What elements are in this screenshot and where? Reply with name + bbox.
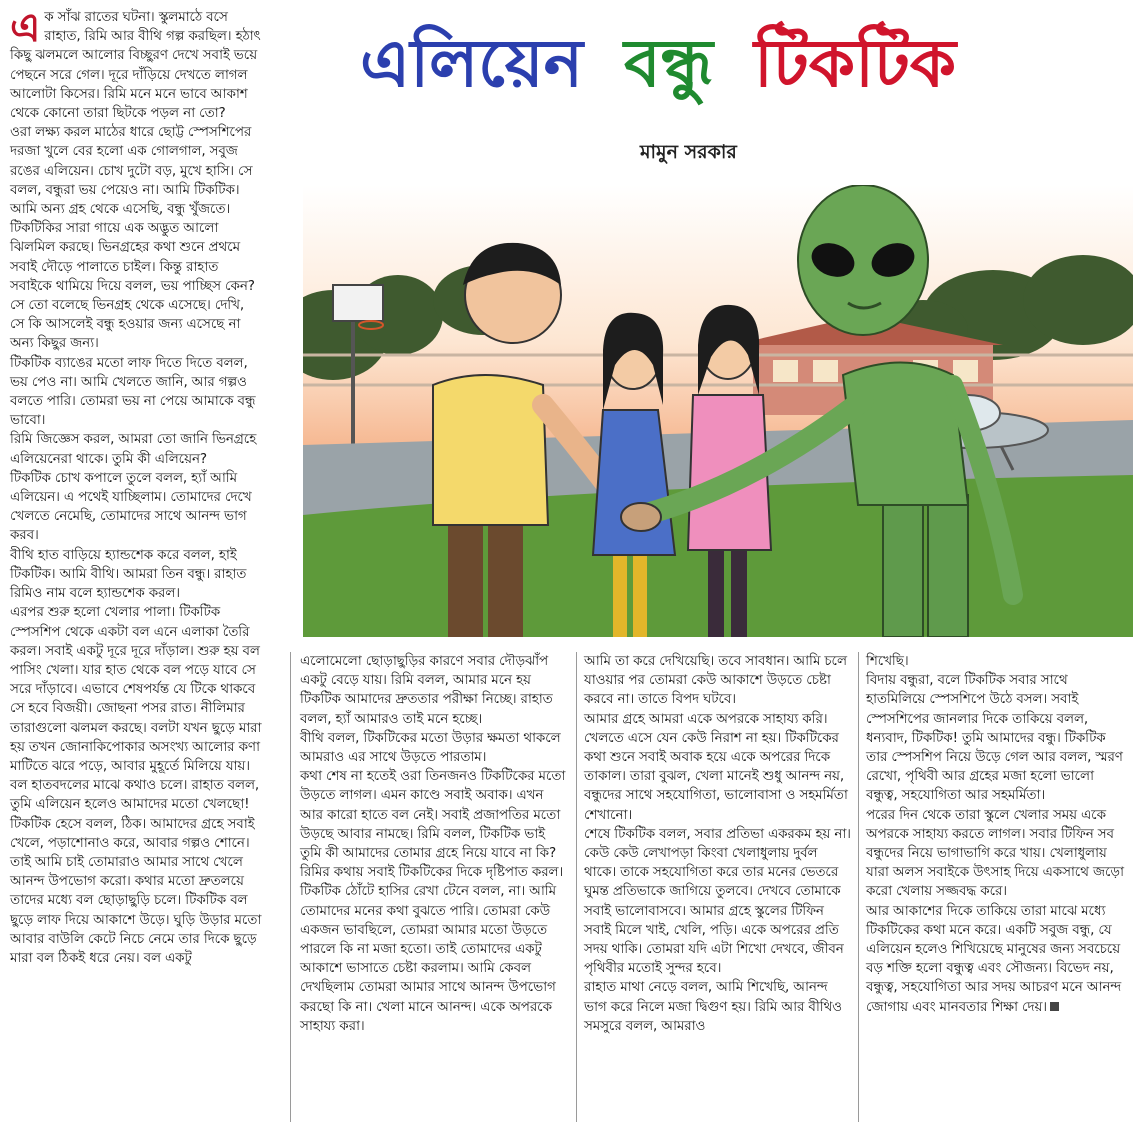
paragraph: আমি তা করে দেখিয়েছি। তবে সাবধান। আমি চলে যাওয়ার পর তোমরা কেউ আকাশে উড়তে চেষ্টা করবে না। তাতে বিপদ ঘটবে। (584, 653, 847, 708)
article-column-1 (10, 4, 262, 968)
column-divider (576, 652, 577, 1122)
title-word-tiktik: টিকটিক (754, 25, 957, 102)
paragraph: পরের দিন থেকে তারা স্কুলে খেলার সময় একে অপরকে সাহায্য করতে লাগল। সবার টিফিন সব বন্ধুদের নিয়ে ভাগাভাগি করে খায়। খেলাধুলায় যারা অলস সবাইকে উৎসাহ দিয়ে একসাথে জড়ো করো খেলায় সজ্জবদ্ধ করে। (866, 806, 1124, 900)
column-divider (290, 652, 291, 1122)
paragraph: রিমি জিজ্ঞেস করল, আমরা তো জানি ভিনগ্রহে এলিয়েনেরা থাকে। তুমি কী এলিয়েন? (10, 431, 257, 467)
article-column-2 (300, 652, 568, 1036)
article-column-4 (866, 652, 1128, 1017)
story-illustration (303, 185, 1133, 637)
paragraph: কথা শেষ না হতেই ওরা তিনজনও টিকটিকের মতো উড়তে লাগল। এমন কাণ্ডে সবাই অবাক। এখন আর কারো হাতে বল নেই। সবাই প্রজাপতির মতো উড়ছে আবার নামছে। রিমি বলল, টিকটিক ভাই তুমি কী আমাদের তোমার গ্রহে নিয়ে যাবে না কি? রিমির কথায় সবাই টিকটিকের দিকে দৃষ্টিপাত করল। টিকটিক ঠোঁটে হাসির রেখা টেনে বলল, না। আমি তোমাদের মনের কথা বুঝতে পারি। তোমরা কেউ একজন ভাবছিলে, তোমরা আমার মতো উড়তে পারলে কি না মজা হতো। তাই তোমাদের একটু আকাশে ভাসাতে চেষ্টা করলাম। আমি কেবল দেখছিলাম তোমরা আমার সাথে আনন্দ উপভোগ করছো কি না। খেলা মানে আনন্দ। একে অপরকে সাহায্য করা। (300, 768, 566, 1034)
paragraph: টিকটিক চোখ কপালে তুলে বলল, হ্যাঁ আমি এলিয়েন। এ পথেই যাচ্ছিলাম। তোমাদের দেখে খেলতে নেমেছি, তোমাদের সাথে আনন্দ ভাগ করব। (10, 469, 252, 544)
paragraph: ক সাঁঝ রাতের ঘটনা। স্কুলমাঠে বসে রাহাত, রিমি আর বীথি গল্প করছিল। হঠাৎ কিছু ঝলমলে আলোর বিচ্ছুরণ দেখে সবাই ভয়ে পেছনে সরে গেল। দূরে দাঁড়িয়ে দেখতে লাগল আলোটা কিসের। রিমি মনে মনে ভাবে আকাশ থেকে কোনো তারা ছিটকে পড়ল না তো? (10, 9, 261, 122)
paragraph: ওরা লক্ষ্য করল মাঠের ধারে ছোট্ট স্পেসশিপের দরজা খুলে বের হলো এক গোলগাল, সবুজ রঙের এলিয়েন। চোখ দুটো বড়, মুখে হাসি। সে বলল, বন্ধুরা ভয় পেয়েও না। আমি টিকটিক। আমি অন্য গ্রহ থেকে এসেছি, বন্ধু খুঁজতে। (10, 124, 253, 218)
paragraph: শিখেছি। (866, 653, 909, 669)
title-word-alien: এলিয়েন (360, 25, 584, 102)
paragraph (866, 902, 1128, 1017)
handshake (621, 503, 661, 531)
title-word-friend: বন্ধু (624, 25, 714, 102)
drop-cap: এ (10, 4, 41, 51)
paragraph: বিদায় বন্ধুরা, বলে টিকটিক সবার সাথে হাতমিলিয়ে স্পেসশিপে উঠে বসল। সবাই স্পেসশিপের জানলার দিকে তাকিয়ে বলল, (866, 672, 1088, 727)
paragraph: এলোমেলো ছোড়াছুড়ির কারণে সবার দৌড়ঝাঁপ একটু বেড়ে যায়। রিমি বলল, আমার মনে হয় টিকটিক আমাদের দ্রুততার পরীক্ষা নিচ্ছে। রাহাত বলল, হ্যাঁ আমারও তাই মনে হচ্ছে। (300, 653, 553, 727)
article-column-3 (584, 652, 852, 1036)
paragraph: টিকটিক ব্যাঙের মতো লাফ দিতে দিতে বলল, ভয় পেও না। আমি খেলতে জানি, আর গল্পও বলতে পারি। তোমরা ভয় না পেয়ে আমাকে বন্ধু ভাবো। (10, 354, 256, 429)
author-name: মামুন সরকার (640, 141, 737, 163)
paragraph: রাহাত মাথা নেড়ে বলল, আমি শিখেছি, আনন্দ ভাগ করে নিলে মজা দ্বিগুণ হয়। রিমি আর বীথিও সমসুরে বলল, আমরাও (584, 979, 842, 1034)
paragraph: শেষে টিকটিক বলল, সবার প্রতিভা একরকম হয় না। কেউ কেউ লেখাপড়া কিংবা খেলাধুলায় দুর্বল থাকে। তাকে সহযোগিতা করে তার মনের ভেতরে ঘুমন্ত প্রতিভাকে জাগিয়ে তুলবে। দেখবে তোমাকে সবাই ভালোবাসবে। আমার গ্রহে স্কুলের টিফিন সবাই মিলে খাই, খেলি, পড়ি। একে অপরের প্রতি সদয় থাকি। তোমরা যদি এটা শিখো দেখবে, জীবন পৃথিবীর মতোই সুন্দর হবে। (584, 825, 851, 977)
paragraph: বীথি হাত বাড়িয়ে হ্যান্ডশেক করে বলল, হাই টিকটিক। আমি বীথি। আমরা তিন বন্ধু। রাহাত রিমিও নাম বলে হ্যান্ডশেক করল। (10, 546, 247, 602)
paragraph: বীথি বলল, টিকটিকের মতো উড়ার ক্ষমতা থাকলে আমরাও এর সাথে উড়তে পারতাম। (300, 729, 561, 766)
paragraph: আমার গ্রহে আমরা একে অপরকে সাহায্য করি। খেলতে এসে যেন কেউ নিরাশ না হয়। টিকটিকের কথা শুনে সবাই অবাক হয়ে একে অপরের দিকে তাকাল। তারা বুঝল, খেলা মানেই শুধু আনন্দ নয়, বন্ধুদের সাথে সহযোগিতা, ভালোবাসা ও সহমর্মিতা শেখানো। (584, 710, 848, 823)
story-title (360, 14, 1080, 114)
end-mark-icon (1050, 1002, 1059, 1011)
column-divider (858, 652, 859, 1122)
paragraph: টিকটিক হেসে বলল, ঠিক। আমাদের গ্রহে সবাই খেলে, পড়াশোনাও করে, আবার গল্পও শোনে। তাই আমি চাই তোমারাও আমার সাথে খেলে আনন্দ উপভোগ করো। কথার মতো দ্রুতলয়ে তাদের মধ্যে বল ছোড়াছুড়ি চলে। টিকটিক বল ছুড়ে লাফ দিয়ে আকাশে উড়ে। ঘুড়ি উড়ার মতো আবার বাউলি কেটে নিচে নেমে তার দিকে ছুড়ে মারা বল ঠিকই ধরে নেয়। বল একটু (10, 815, 262, 966)
paragraph-text: আর আকাশের দিকে তাকিয়ে তারা মাঝে মধ্যে টিকটিকের কথা মনে করে। একটি সবুজ বন্ধু, যে এলিয়েন হলেও শিখিয়েছে মানুষের জন্য সবচেয়ে বড় শক্তি হলো বন্ধুত্ব এবং সৌজন্য। বিভেদ নয়, বন্ধুত্ব, সহযোগিতা আর সদয় আচরণ মনে আনন্দ জোগায় এবং মানবতার শিক্ষা দেয়। (866, 902, 1122, 1015)
paragraph: এরপর শুরু হলো খেলার পালা। টিকটিক স্পেসশিপ থেকে একটা বল এনে এলাকা তৈরি করল। সবাই একটু দূরে দূরে দাঁড়াল। শুরু হয় বল পাসিং খেলা। যার হাত থেকে বল পড়ে যাবে সে সরে দাঁড়াবে। এভাবে শেষপর্যন্ত যে টিকে থাকবে সে হবে বিজয়ী। জোছনা পসর রাত। নীলিমার তারাগুলো ঝলমল করছে। বলটা যখন ছুড়ে মারা হয় তখন জোনাকিপোকার অসংখ্য আলোর কণা মাটিতে ঝরে পড়ে, আবার মুহূর্তে মিলিয়ে যায়। (10, 604, 262, 774)
paragraph: বল হাতবদলের মাঝে কথাও চলে। রাহাত বলল, তুমি এলিয়েন হলেও আমাদের মতো খেলছো! (10, 777, 260, 813)
paragraph: টিকটিকির সারা গায়ে এক অদ্ভুত আলো ঝিলমিল করছে। ভিনগ্রহের কথা শুনে প্রথমে সবাই দৌড়ে পালাতে চাইল। কিন্তু রাহাত সবাইকে থামিয়ে দিয়ে বলল, ভয় পাচ্ছিস কেন? সে তো বলেছে ভিনগ্রহ থেকে এসেছে। দেখি, সে কি আসলেই বন্ধু হওয়ার জন্য এসেছে না অন্য কিছুর জন্য। (10, 220, 255, 352)
paragraph: ধন্যবাদ, টিকটিক! তুমি আমাদের বন্ধু। টিকটিক তার স্পেসশিপ নিয়ে উড়ে গেল আর বলল, স্মরণ রেখো, পৃথিবী আর গ্রহের মজা হলো ভালো বন্ধুত্ব, সহযোগিতা আর সহমর্মিতা। (866, 729, 1123, 804)
